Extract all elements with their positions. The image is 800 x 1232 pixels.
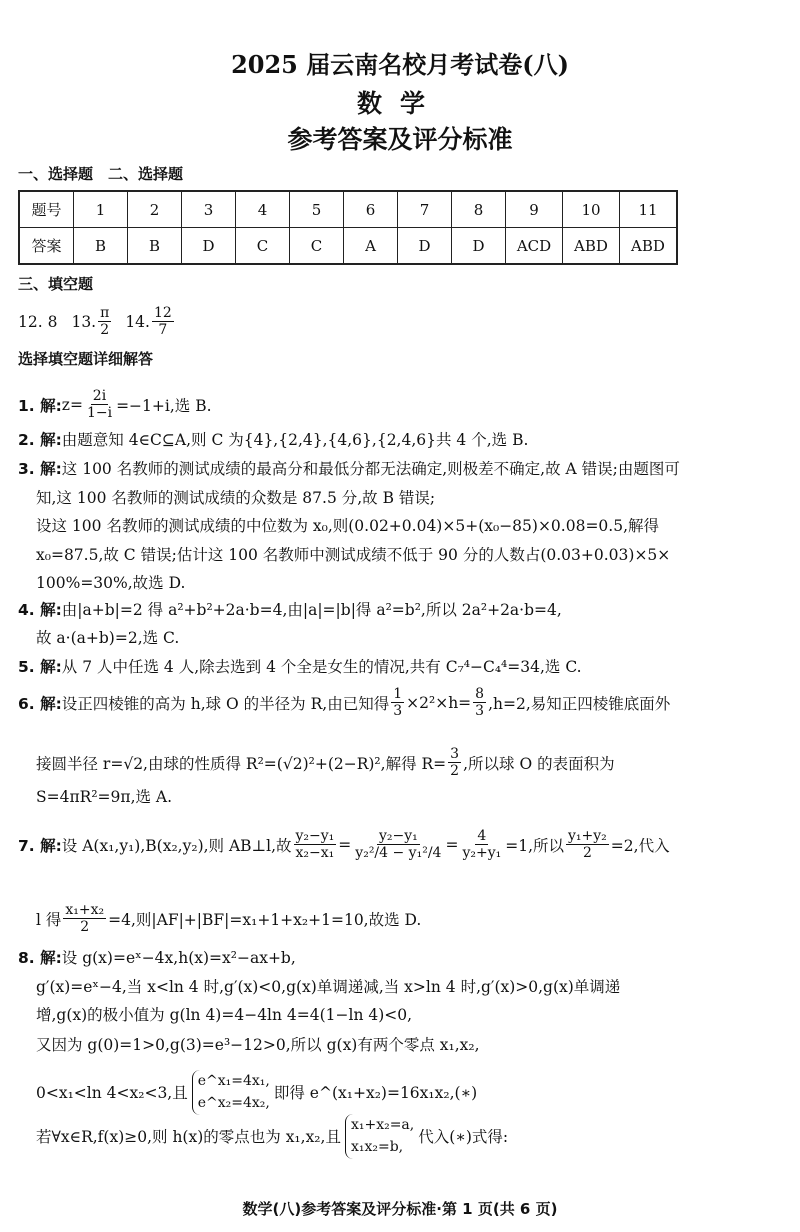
- question-number: 1: [74, 191, 128, 228]
- text-segment: S=4πR²=9π,选 A.: [36, 788, 173, 806]
- numerator: 12: [153, 305, 172, 321]
- equation: e^x₂=4x₂,: [197, 1095, 270, 1112]
- solution-line: [36, 626, 179, 648]
- fraction: [473, 686, 486, 719]
- numerator: 2i: [92, 388, 107, 404]
- table-row-numbers: [19, 191, 677, 228]
- solution-label: 3. 解:: [18, 460, 62, 478]
- solution-label: 8. 解:: [18, 949, 62, 967]
- denominator: 3: [475, 703, 485, 720]
- solution-line: [18, 828, 670, 861]
- equation: x₁x₂=b,: [350, 1139, 404, 1156]
- fraction: [294, 828, 337, 861]
- fraction: [460, 828, 503, 861]
- answer-table: [18, 190, 678, 265]
- row-label: 题号: [19, 191, 74, 228]
- numerator: x₁+x₂: [65, 902, 105, 918]
- question-number: 4: [236, 191, 290, 228]
- question-number: 8: [452, 191, 506, 228]
- solution-line: [36, 975, 620, 997]
- solution-line: [36, 486, 435, 508]
- fraction: [63, 902, 106, 935]
- solution-line: [18, 428, 528, 450]
- text-segment: l 得: [36, 910, 62, 929]
- text-segment: z=: [61, 395, 83, 414]
- fraction: [566, 828, 609, 861]
- solution-line: [36, 1070, 477, 1115]
- solution-line: [36, 543, 670, 565]
- fill-answers: [18, 305, 176, 338]
- text-segment: 由|a+b|=2 得 a²+b²+2a·b=4,由|a|=|b|得 a²=b²,所以 2a²+2a·b=4,: [61, 601, 562, 619]
- equation: e^x₁=4x₁,: [197, 1073, 270, 1089]
- text-segment: 即得 e^(x₁+x₂)=16x₁x₂,(∗): [273, 1084, 478, 1103]
- denominator: y₂+y₁: [462, 845, 502, 862]
- solution-label: 6. 解:: [18, 694, 62, 713]
- solution-line: [18, 457, 680, 479]
- section-detail: 选择填空题详细解答: [18, 350, 154, 368]
- text-segment: ,所以球 O 的表面积为: [463, 754, 615, 773]
- denominator: 2: [80, 919, 90, 936]
- answer-cell: B: [74, 228, 128, 265]
- denominator: 2: [100, 322, 110, 339]
- answer-cell: ABD: [563, 228, 620, 265]
- fraction: [353, 828, 443, 861]
- row-label: 答案: [19, 228, 74, 265]
- solution-line: [36, 746, 615, 779]
- text-segment: 知,这 100 名教师的测试成绩的众数是 87.5 分,故 B 错误;: [36, 489, 436, 507]
- exam-title: 2025 届云南名校月考试卷(八): [231, 50, 569, 79]
- answer-cell: ABD: [620, 228, 678, 265]
- denominator: 2: [582, 845, 592, 862]
- numerator: 1: [393, 686, 403, 702]
- answer-cell: C: [290, 228, 344, 265]
- denominator: 3: [393, 703, 403, 720]
- answer-13-fraction: [98, 305, 111, 338]
- text-segment: =−1+i,选 B.: [116, 396, 212, 415]
- solution-line: [36, 902, 421, 935]
- text-segment: 0<x₁<ln 4<x₂<3,且: [36, 1084, 188, 1103]
- text-segment: ×2²×h=: [406, 693, 472, 712]
- solution-line: [18, 655, 582, 677]
- answer-cell: ACD: [506, 228, 563, 265]
- section-choice: 一、选择题 二、选择题: [18, 165, 184, 183]
- question-number: 10: [563, 191, 620, 228]
- answer-13-label: 13.: [71, 312, 97, 331]
- solution-line: [36, 1033, 480, 1055]
- text-segment: =2,代入: [610, 836, 670, 855]
- denominator: 2: [450, 763, 460, 780]
- text-segment: ,h=2,易知正四棱锥底面外: [488, 694, 671, 713]
- answer-cell: C: [236, 228, 290, 265]
- denominator: x₂−x₁: [295, 845, 335, 862]
- equation: x₁+x₂=a,: [350, 1117, 415, 1133]
- question-number: 11: [620, 191, 678, 228]
- text-segment: 故 a·(a+b)=2,选 C.: [36, 629, 180, 647]
- question-number: 6: [344, 191, 398, 228]
- answer-cell: A: [344, 228, 398, 265]
- text-segment: 这 100 名教师的测试成绩的最高分和最低分都无法确定,则极差不确定,故 A 错误;由题图可: [61, 460, 680, 478]
- numerator: y₂−y₁: [295, 828, 335, 844]
- solution-line: [18, 388, 212, 421]
- answer-key-title: 参考答案及评分标准: [287, 125, 513, 154]
- text-segment: 从 7 人中任选 4 人,除去选到 4 个全是女生的情况,共有 C₇⁴−C₄⁴=34,选 C.: [61, 658, 582, 676]
- numerator: 3: [450, 746, 460, 762]
- denominator: y₂²/4 − y₁²/4: [355, 845, 442, 862]
- text-segment: 设 A(x₁,y₁),B(x₂,y₂),则 AB⊥l,故: [61, 836, 292, 855]
- fraction: [391, 686, 404, 719]
- solution-line: [18, 598, 562, 620]
- answer-cell: D: [182, 228, 236, 265]
- question-number: 9: [506, 191, 563, 228]
- numerator: y₁+y₂: [568, 828, 607, 844]
- question-number: 2: [128, 191, 182, 228]
- text-segment: 接圆半径 r=√2,由球的性质得 R²=(√2)²+(2−R)²,解得 R=: [36, 754, 447, 773]
- text-segment: 增,g(x)的极小值为 g(ln 4)=4−4ln 4=4(1−ln 4)<0,: [36, 1006, 413, 1024]
- fraction: [85, 388, 114, 421]
- text-segment: 代入(∗)式得:: [418, 1128, 509, 1147]
- question-number: 5: [290, 191, 344, 228]
- text-segment: 设这 100 名教师的测试成绩的中位数为 x₀,则(0.02+0.04)×5+(x₀−85)×0.08=0.5,解得: [36, 517, 660, 535]
- solution-line: [36, 1114, 508, 1159]
- solution-label: 7. 解:: [18, 836, 62, 855]
- numerator: y₂−y₁: [378, 828, 418, 844]
- text-segment: 100%=30%,故选 D.: [36, 574, 186, 592]
- answer-14-fraction: [152, 305, 174, 338]
- numerator: 4: [477, 828, 487, 844]
- answer-14-label: 14.: [125, 312, 150, 331]
- solution-line: [36, 785, 172, 807]
- text-segment: 设 g(x)=eˣ−4x,h(x)=x²−ax+b,: [61, 949, 296, 967]
- numerator: 8: [475, 686, 485, 702]
- answer-cell: B: [128, 228, 182, 265]
- text-segment: 由题意知 4∈C⊆A,则 C 为{4},{2,4},{4,6},{2,4,6}共 4 个,选 B.: [61, 431, 529, 449]
- question-number: 7: [398, 191, 452, 228]
- fraction: [448, 746, 461, 779]
- solution-line: [18, 686, 670, 719]
- solution-label: 4. 解:: [18, 601, 62, 619]
- section-fill: 三、填空题: [18, 275, 94, 293]
- subject-title: 数学: [356, 89, 443, 118]
- equation-system: [192, 1070, 270, 1115]
- text-segment: 若∀x∈R,f(x)≥0,则 h(x)的零点也为 x₁,x₂,且: [36, 1128, 341, 1147]
- solution-label: 5. 解:: [18, 658, 62, 676]
- numerator: π: [100, 305, 110, 321]
- equation-system: [345, 1114, 414, 1159]
- answer-cell: D: [398, 228, 452, 265]
- table-row-answers: [19, 228, 677, 265]
- question-number: 3: [182, 191, 236, 228]
- text-segment: =: [338, 835, 352, 854]
- denominator: 7: [158, 322, 168, 339]
- text-segment: =1,所以: [505, 836, 565, 855]
- solution-line: [36, 514, 659, 536]
- solution-label: 1. 解:: [18, 396, 62, 415]
- text-segment: x₀=87.5,故 C 错误;估计这 100 名教师中测试成绩不低于 90 分的人数占(0.03+0.03)×5×: [36, 546, 671, 564]
- text-segment: =: [445, 835, 459, 854]
- answer-12: 12. 8: [18, 312, 58, 331]
- text-segment: =4,则|AF|+|BF|=x₁+1+x₂+1=10,故选 D.: [108, 910, 422, 929]
- solution-line: [36, 571, 185, 593]
- text-segment: g′(x)=eˣ−4,当 x<ln 4 时,g′(x)<0,g(x)单调递减,当 x>ln 4 时,g′(x)>0,g(x)单调递: [36, 978, 621, 996]
- text-segment: 设正四棱锥的高为 h,球 O 的半径为 R,由已知得: [61, 694, 390, 713]
- solution-line: [18, 946, 296, 968]
- solution-line: [36, 1003, 412, 1025]
- denominator: 1−i: [86, 405, 113, 422]
- solution-label: 2. 解:: [18, 431, 62, 449]
- text-segment: 又因为 g(0)=1>0,g(3)=e³−12>0,所以 g(x)有两个零点 x₁,x₂,: [36, 1036, 480, 1054]
- page-footer: 数学(八)参考答案及评分标准·第 1 页(共 6 页): [242, 1200, 558, 1218]
- answer-cell: D: [452, 228, 506, 265]
